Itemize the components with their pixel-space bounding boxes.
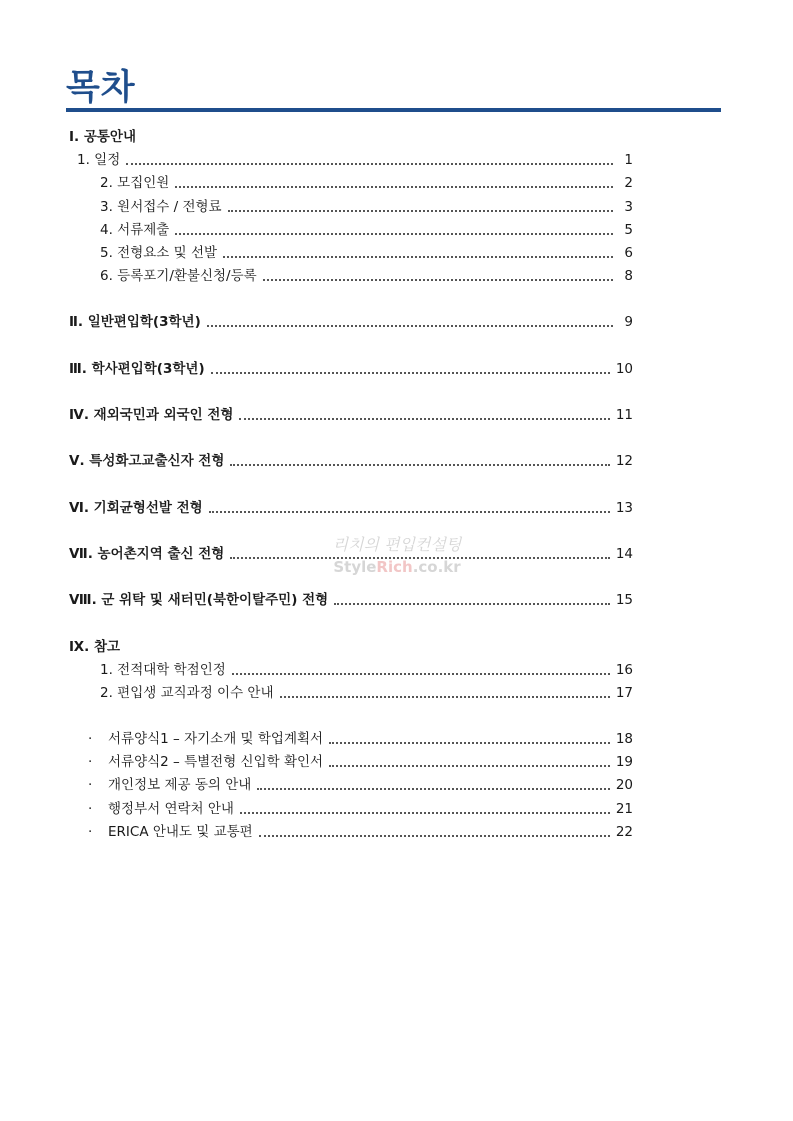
toc-entry-page: 17 (615, 685, 633, 701)
toc-entry-page: 21 (615, 801, 633, 817)
toc-entry[interactable] (100, 197, 633, 217)
toc-entry-page: 13 (615, 500, 633, 516)
toc-entry-page: 1 (624, 152, 633, 168)
watermark-url-part: Style (333, 558, 377, 576)
bullet-icon: · (88, 824, 93, 840)
page-title: 목차 (66, 68, 136, 108)
toc-entry[interactable] (77, 150, 633, 170)
toc-entry-page: 9 (624, 314, 633, 330)
dot-leader (228, 210, 613, 212)
dot-leader (207, 325, 613, 327)
toc-entry-label: 5. 전형요소 및 선발 (100, 245, 218, 261)
toc-entry-page: 18 (615, 731, 633, 747)
bullet-icon: · (88, 777, 93, 793)
bullet-icon: · (88, 731, 93, 747)
toc-entry-label: 개인정보 제공 동의 안내 (108, 777, 252, 793)
toc-entry-page: 15 (615, 592, 633, 608)
toc-entry-label: Ⅵ. 기회균형선발 전형 (69, 500, 203, 516)
toc-entry-label: Ⅷ. 군 위탁 및 새터민(북한이탈주민) 전형 (69, 592, 329, 608)
watermark-url-accent: Rich (376, 558, 413, 576)
appendix-entry[interactable] (88, 729, 633, 749)
toc-entry-page: 6 (624, 245, 633, 261)
toc-entry-label: 1. 전적대학 학점인정 (100, 662, 226, 678)
dot-leader (230, 464, 609, 466)
toc-entry-label: ERICA 안내도 및 교통편 (108, 824, 253, 840)
toc-entry-label: 서류양식1 – 자기소개 및 학업계획서 (108, 731, 324, 747)
toc-entry-label: 행정부서 연락처 안내 (108, 801, 234, 817)
toc-entry[interactable] (100, 683, 633, 703)
dot-leader (329, 742, 610, 744)
toc-entry-page: 2 (624, 175, 633, 191)
toc-entry-label: 4. 서류제출 (100, 222, 170, 238)
toc-section-6[interactable] (69, 498, 633, 518)
appendix-entry[interactable] (88, 799, 633, 819)
section-heading-9: Ⅸ. 참고 (69, 639, 121, 655)
watermark-url-part: .co.kr (412, 558, 461, 576)
toc-entry[interactable] (100, 660, 633, 680)
toc-section-3[interactable] (69, 359, 633, 379)
toc-entry[interactable] (100, 243, 633, 263)
toc-section-7[interactable] (69, 544, 633, 564)
toc-entry-page: 22 (615, 824, 633, 840)
bullet-icon: · (88, 801, 93, 817)
dot-leader (211, 372, 610, 374)
toc-entry-label: Ⅲ. 학사편입학(3학년) (69, 361, 205, 377)
toc-entry-label: 3. 원서접수 / 전형료 (100, 199, 222, 215)
dot-leader (175, 233, 613, 235)
toc-entry-page: 11 (615, 407, 633, 423)
toc-entry-label: 서류양식2 – 특별전형 신입학 확인서 (108, 754, 324, 770)
toc-entry[interactable] (100, 220, 633, 240)
appendix-entry[interactable] (88, 775, 633, 795)
toc-section-5[interactable] (69, 451, 633, 471)
toc-entry-page: 16 (615, 662, 633, 678)
toc-entry-page: 3 (624, 199, 633, 215)
toc-section-4[interactable] (69, 405, 633, 425)
toc-entry-page: 20 (615, 777, 633, 793)
dot-leader (257, 788, 610, 790)
toc-entry-page: 19 (615, 754, 633, 770)
dot-leader (232, 673, 610, 675)
appendix-entry[interactable] (88, 752, 633, 772)
toc-entry-label: 2. 모집인원 (100, 175, 170, 191)
toc-entry-label: Ⅴ. 특성화고교출신자 전형 (69, 453, 225, 469)
section-heading-1: Ⅰ. 공통안내 (69, 129, 137, 145)
dot-leader (334, 603, 610, 605)
toc-entry-label: Ⅶ. 농어촌지역 출신 전형 (69, 546, 225, 562)
toc-entry-label: 2. 편입생 교직과정 이수 안내 (100, 685, 274, 701)
dot-leader (175, 186, 613, 188)
toc-entry-label: 1. 일정 (77, 152, 121, 168)
dot-leader (329, 765, 610, 767)
toc-entry-label: Ⅱ. 일반편입학(3학년) (69, 314, 201, 330)
toc-entry-page: 12 (615, 453, 633, 469)
bullet-icon: · (88, 754, 93, 770)
toc-section-2[interactable] (69, 312, 633, 332)
toc-section-8[interactable] (69, 590, 633, 610)
dot-leader (239, 418, 609, 420)
dot-leader (263, 279, 613, 281)
toc-entry-page: 5 (624, 222, 633, 238)
dot-leader (209, 511, 610, 513)
appendix-entry[interactable] (88, 822, 633, 842)
toc-entry-page: 8 (624, 268, 633, 284)
dot-leader (240, 812, 610, 814)
title-rule (66, 108, 721, 112)
toc-entry-page: 14 (615, 546, 633, 562)
toc-entry[interactable] (100, 266, 633, 286)
toc-entry-page: 10 (615, 361, 633, 377)
dot-leader (259, 835, 610, 837)
toc-entry-label: Ⅳ. 재외국민과 외국인 전형 (69, 407, 234, 423)
toc-entry[interactable] (100, 173, 633, 193)
dot-leader (230, 557, 610, 559)
dot-leader (280, 696, 610, 698)
dot-leader (223, 256, 613, 258)
watermark-text: 리치의 편입컨설팅 (332, 535, 462, 554)
dot-leader (126, 163, 613, 165)
toc-entry-label: 6. 등록포기/환불신청/등록 (100, 268, 257, 284)
